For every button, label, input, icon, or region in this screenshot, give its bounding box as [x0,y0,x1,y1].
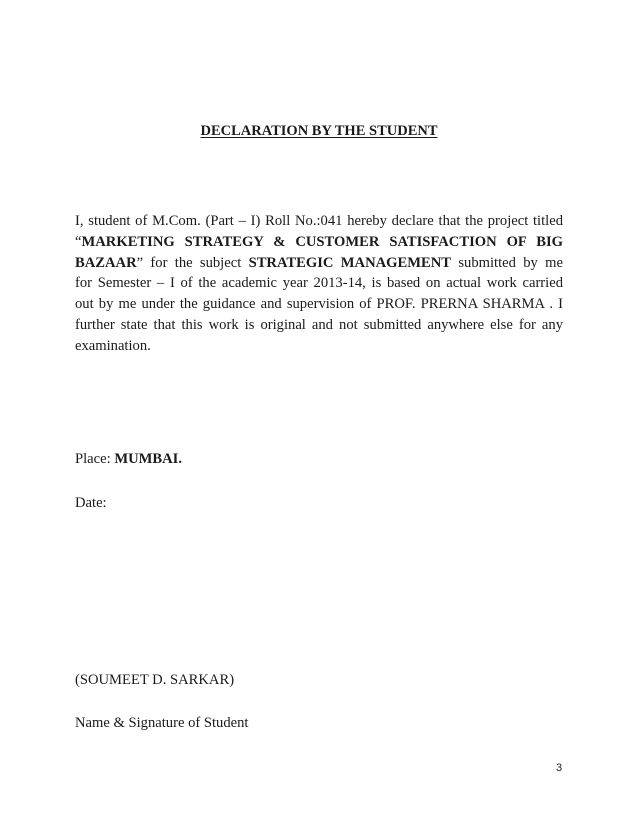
place-value: MUMBAI. [114,451,183,467]
signature-label: Name & Signature of Student [75,715,249,731]
place-label: Place: [75,451,115,467]
subject-name: STRATEGIC MANAGEMENT [248,254,452,271]
project-title: MARKETING STRATEGY & CUSTOMER SATISFACTION OF BIG BAZAAR [75,233,563,271]
place-line [75,451,182,468]
signatory-name: (SOUMEET D. SARKAR) [75,672,235,688]
date-label: Date: [75,495,107,511]
declaration-rest: submitted by me for Semester – I of the academic year 2013-14, is based on actual work carried out by me under the guidance and supervision of PROF. PRERNA SHARMA . I further state that this work is original and not submitted anywhere else for any examination. [75,254,563,354]
declaration-intro: I, student of M.Com. (Part – I) Roll No.:041 hereby declare that the project titled “ [75,213,563,250]
declaration-subject-lead: ” for the subject [136,254,249,271]
declaration-paragraph [75,211,563,357]
page-title: DECLARATION BY THE STUDENT [200,123,438,139]
page-number: 3 [556,762,563,774]
